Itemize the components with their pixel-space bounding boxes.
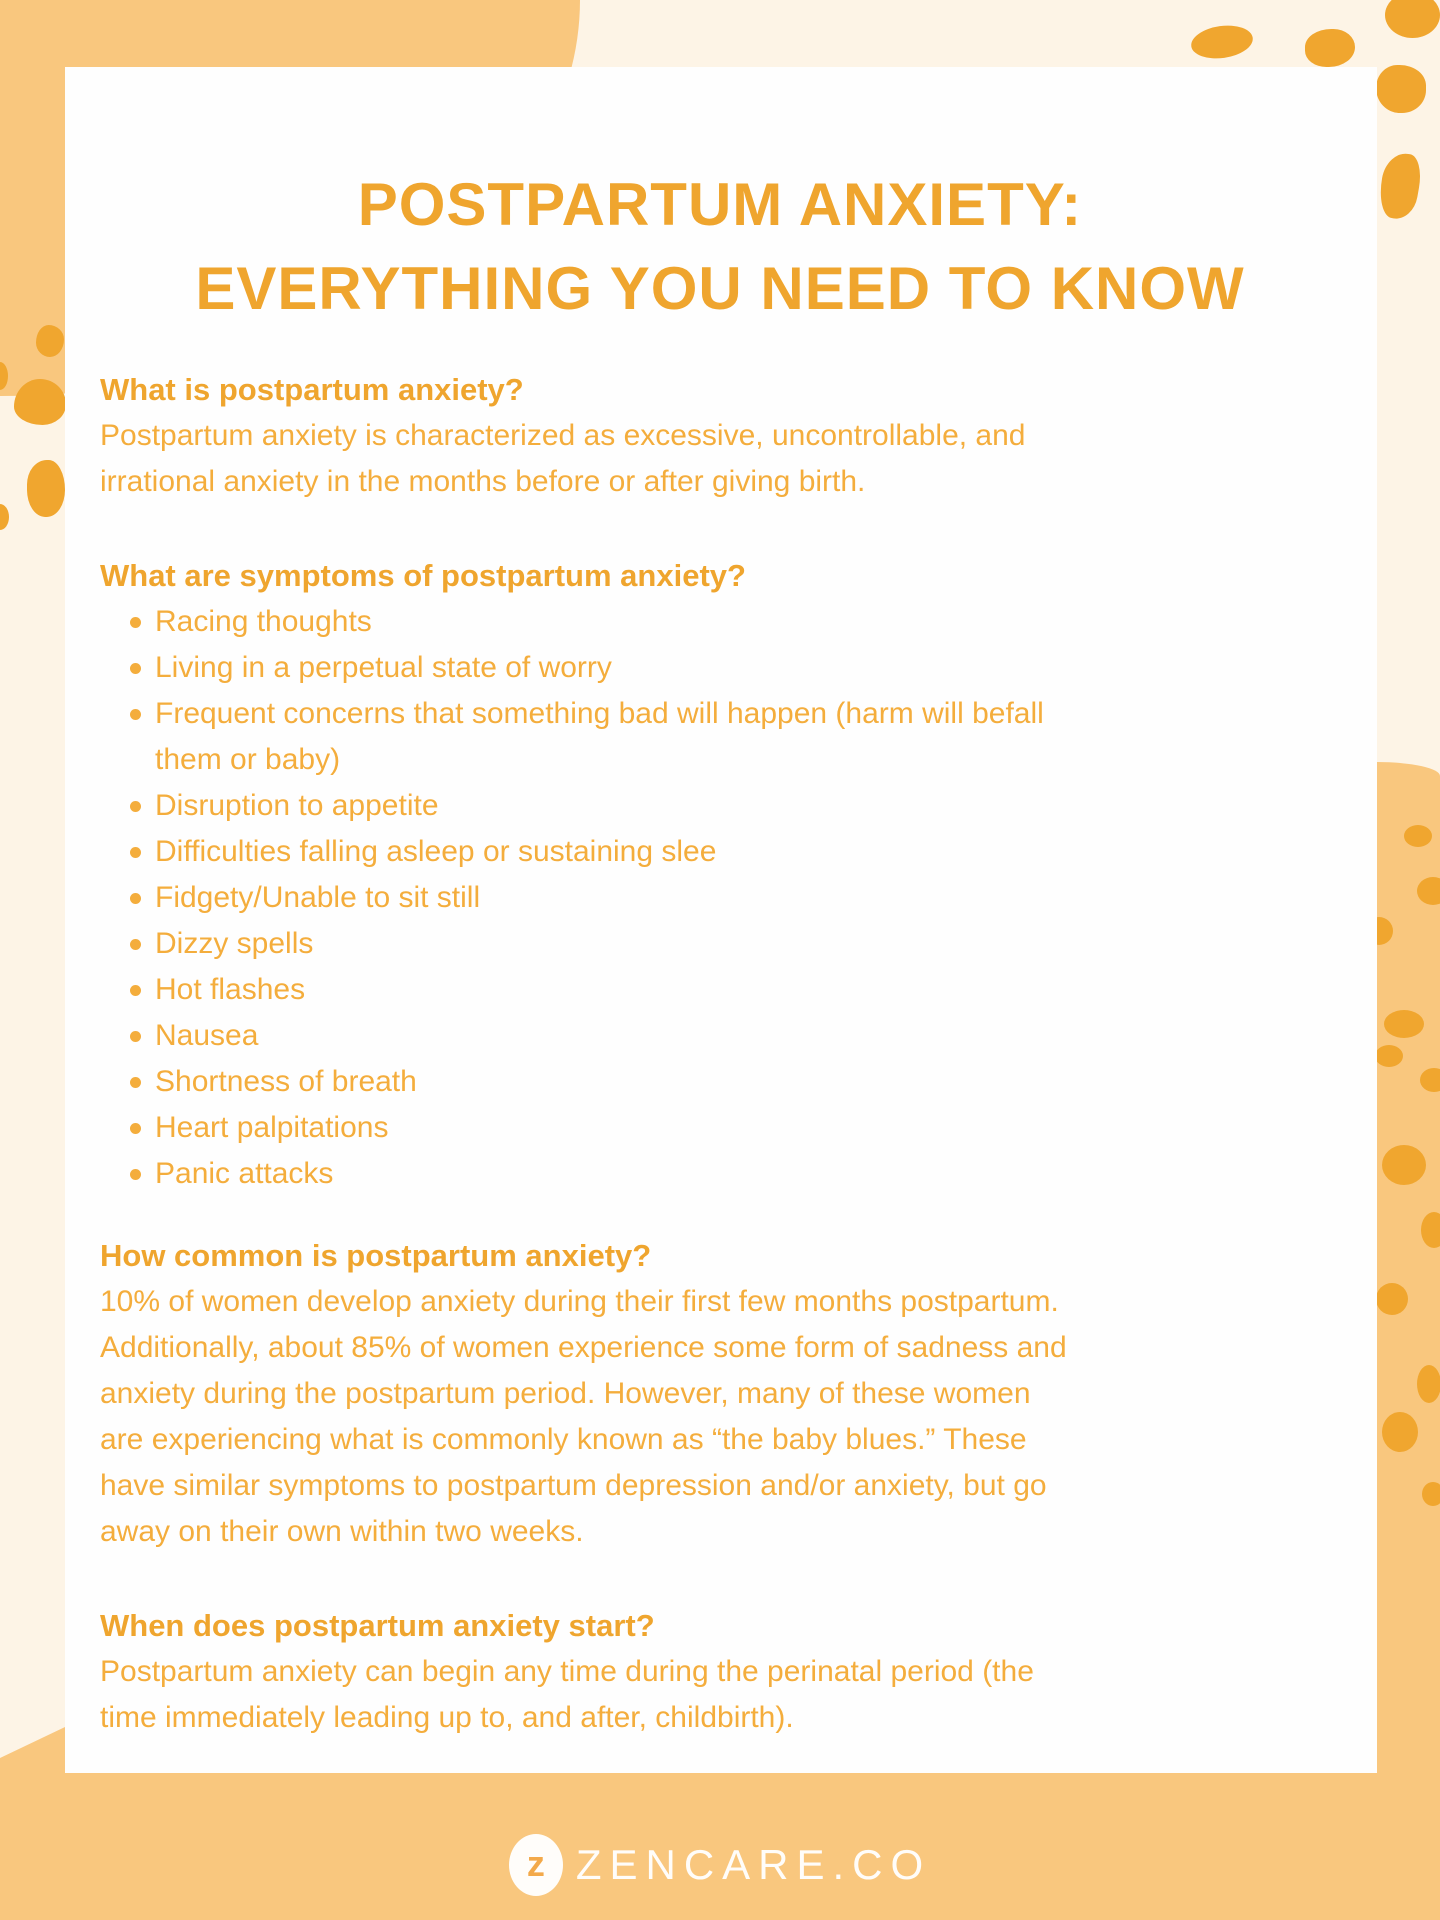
bullet-dot	[130, 985, 141, 996]
decor-dot	[1417, 1365, 1440, 1403]
list-item	[100, 967, 1340, 1013]
decor-dot	[1420, 1068, 1440, 1092]
list-item-text: Living in a perpetual state of worry	[155, 651, 612, 684]
bullet-dot	[130, 709, 141, 720]
decor-dot	[1305, 29, 1355, 67]
decor-dot	[1382, 1412, 1418, 1452]
section-heading-symptoms: What are symptoms of postpartum anxiety?	[100, 558, 746, 593]
decor-dot	[1376, 150, 1425, 222]
list-item	[100, 691, 1340, 737]
section-body-how-common	[100, 1279, 1340, 1555]
bullet-dot	[130, 847, 141, 858]
list-item-text: Difficulties falling asleep or sustaining slee	[155, 835, 717, 868]
list-item-text: Racing thoughts	[155, 605, 372, 638]
body-line: 10% of women develop anxiety during their first few months postpartum.	[100, 1285, 1059, 1318]
section-body-what-is	[100, 413, 1340, 505]
bullet-dot	[130, 1077, 141, 1088]
decor-dot	[1421, 1212, 1440, 1248]
section-heading-what-is: What is postpartum anxiety?	[100, 372, 524, 407]
body-line: time immediately leading up to, and after, childbirth).	[100, 1701, 794, 1734]
list-item	[100, 875, 1340, 921]
list-item-text: Disruption to appetite	[155, 789, 439, 822]
body-line: Postpartum anxiety is characterized as excessive, uncontrollable, and	[100, 419, 1026, 452]
bullet-dot	[130, 1031, 141, 1042]
decor-dot	[1376, 1283, 1408, 1315]
decor-dot	[27, 460, 65, 517]
zencare-logo-icon	[509, 1834, 563, 1896]
body-line: Postpartum anxiety can begin any time during the perinatal period (the	[100, 1655, 1034, 1688]
zencare-z-letter: z	[526, 1842, 545, 1884]
bullet-dot	[130, 617, 141, 628]
body-line: Additionally, about 85% of women experience some form of sadness and	[100, 1331, 1067, 1364]
bullet-dot	[130, 893, 141, 904]
page-title	[100, 163, 1340, 331]
content-card	[65, 67, 1377, 1773]
footer-logo	[0, 1832, 1440, 1898]
list-item-text: Nausea	[155, 1019, 259, 1052]
list-item	[100, 921, 1340, 967]
decor-dot	[1382, 1145, 1426, 1185]
decor-dot	[1404, 825, 1432, 847]
section-body-when-start	[100, 1649, 1340, 1741]
bullet-dot	[130, 801, 141, 812]
section-heading-how-common: How common is postpartum anxiety?	[100, 1238, 652, 1273]
list-item	[100, 599, 1340, 645]
page-title-line-2: EVERYTHING YOU NEED TO KNOW	[195, 255, 1245, 322]
list-item	[100, 1059, 1340, 1105]
list-item-text: Panic attacks	[155, 1157, 334, 1190]
decor-dot	[1375, 1045, 1403, 1067]
symptoms-list	[100, 599, 1340, 1197]
list-item	[100, 645, 1340, 691]
list-item-text: Frequent concerns that something bad will happen (harm will befall	[155, 697, 1044, 730]
list-item	[100, 737, 1340, 783]
list-item	[100, 829, 1340, 875]
body-line: irrational anxiety in the months before or after giving birth.	[100, 465, 866, 498]
list-item-text: Shortness of breath	[155, 1065, 417, 1098]
decor-dot	[1384, 1010, 1424, 1038]
bullet-dot	[130, 1169, 141, 1180]
brand-name: ZENCARE.CO	[575, 1841, 932, 1888]
list-item	[100, 1151, 1340, 1197]
list-item-text: them or baby)	[155, 743, 341, 776]
bullet-dot	[130, 939, 141, 950]
list-item-text: Dizzy spells	[155, 927, 314, 960]
decor-dot	[1189, 22, 1255, 62]
list-item-text: Heart palpitations	[155, 1111, 389, 1144]
bullet-dot	[130, 663, 141, 674]
list-item-text: Hot flashes	[155, 973, 306, 1006]
body-line: have similar symptoms to postpartum depression and/or anxiety, but go	[100, 1469, 1047, 1502]
decor-dot	[0, 504, 9, 530]
body-line: are experiencing what is commonly known as “the baby blues.” These	[100, 1423, 1027, 1456]
page-title-line-1: POSTPARTUM ANXIETY:	[357, 171, 1083, 238]
list-item-text: Fidgety/Unable to sit still	[155, 881, 481, 914]
decor-dot	[1376, 65, 1426, 113]
decor-dot	[1385, 0, 1440, 38]
list-item	[100, 1013, 1340, 1059]
decor-dot	[14, 379, 66, 425]
list-item	[100, 783, 1340, 829]
bullet-dot	[130, 1123, 141, 1134]
body-line: away on their own within two weeks.	[100, 1515, 584, 1548]
decor-dot	[1422, 1482, 1440, 1506]
section-heading-when-start: When does postpartum anxiety start?	[100, 1608, 655, 1643]
body-line: anxiety during the postpartum period. However, many of these women	[100, 1377, 1031, 1410]
list-item	[100, 1105, 1340, 1151]
